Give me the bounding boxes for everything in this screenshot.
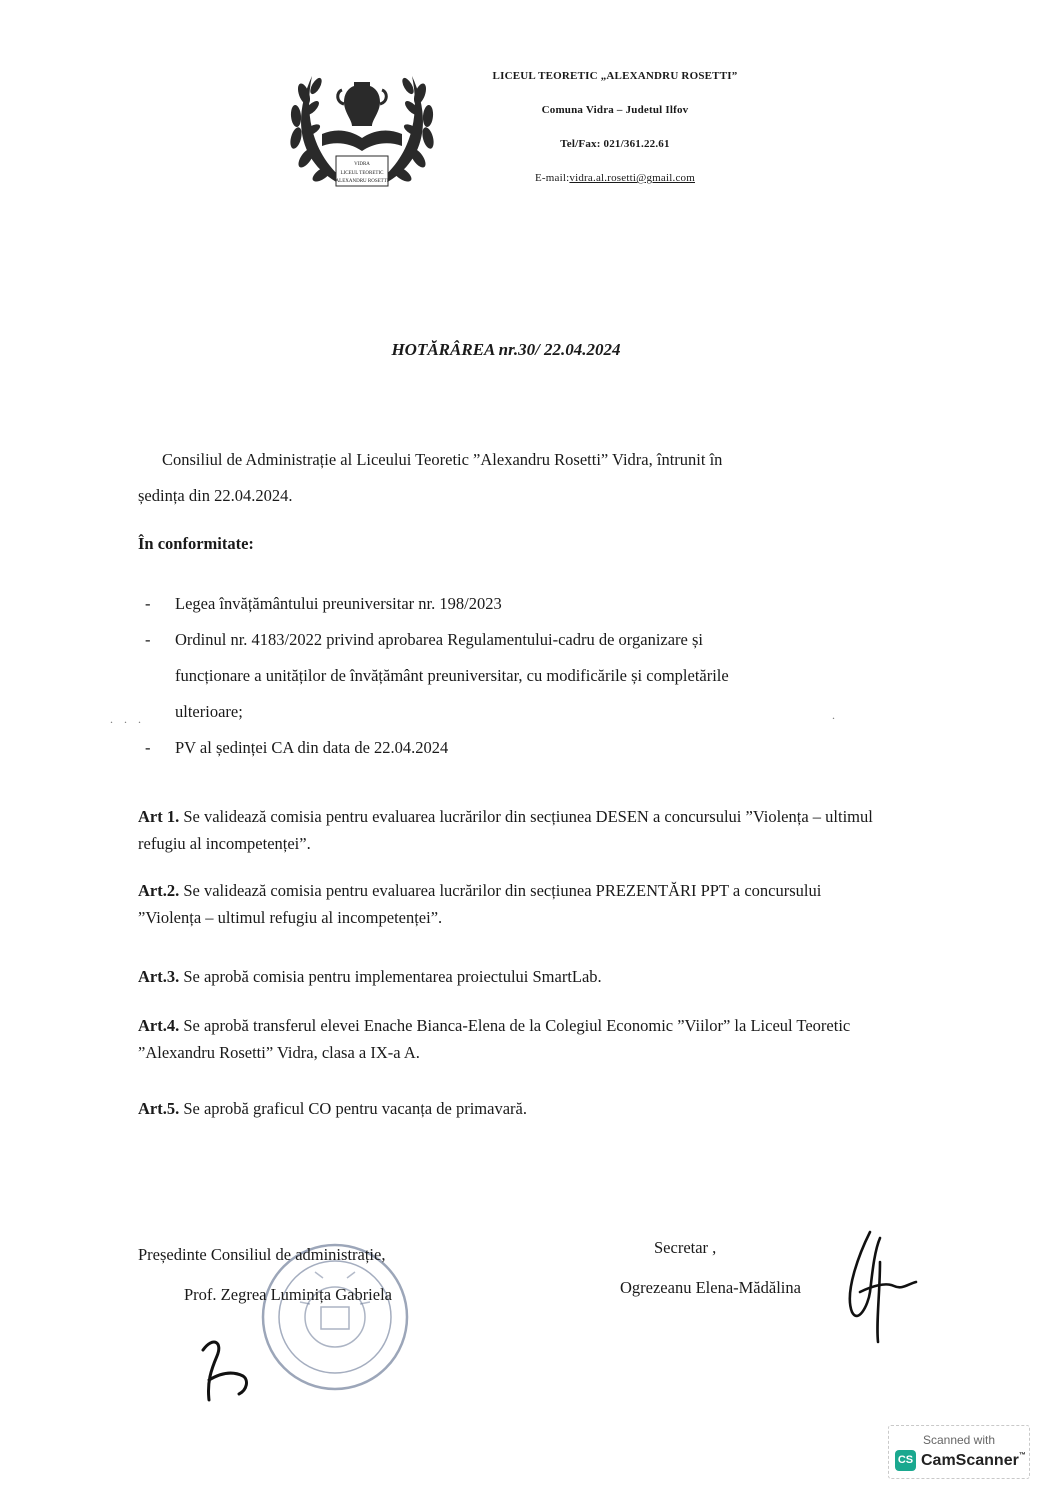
scanned-with-label: Scanned with: [922, 1433, 996, 1447]
scan-artifact: .: [832, 708, 835, 722]
list-item: [145, 730, 865, 766]
secretary-signature: [840, 1222, 920, 1347]
list-dash: -: [145, 594, 151, 613]
secretary-role: Secretar ,: [654, 1238, 717, 1257]
list-item-text: funcționare a unităților de învățământ preuniversitar, cu modificările și completările: [175, 666, 729, 685]
trademark-mark: ™: [1018, 1451, 1026, 1459]
president-role: Președinte Consiliul de administrație,: [138, 1245, 386, 1264]
email-label: E-mail:: [535, 172, 570, 184]
school-name: LICEUL TEORETIC „ALEXANDRU ROSETTI”: [492, 70, 738, 82]
camscanner-brand: [921, 1452, 1026, 1470]
president-signature: [195, 1320, 265, 1410]
logo-text-3: ALEXANDRU ROSETTI: [335, 179, 389, 184]
article-text: Se aprobă comisia pentru implementarea proiectului SmartLab.: [179, 967, 602, 986]
president-name: Prof. Zegrea Luminița Gabriela: [184, 1285, 392, 1304]
article-5: [138, 1095, 873, 1122]
intro-line-1: Consiliul de Administrație al Liceului Teoretic ”Alexandru Rosetti” Vidra, întrunit în: [162, 450, 723, 469]
logo-text-2: LICEUL TEORETIC: [340, 171, 384, 176]
school-email: [470, 168, 760, 202]
logo-text-1: VIDRA: [354, 162, 370, 167]
letterhead: [470, 66, 760, 202]
list-item-text: PV al ședinței CA din data de 22.04.2024: [175, 738, 449, 757]
article-label: Art.2.: [138, 881, 180, 900]
list-dash: -: [145, 630, 151, 649]
scan-artifact: . . .: [110, 712, 145, 726]
article-1: [138, 803, 873, 857]
list-item-text: ulterioare;: [175, 702, 243, 721]
school-logo: [282, 64, 442, 196]
intro-paragraph: [138, 442, 853, 514]
camscanner-icon: CS: [895, 1450, 916, 1471]
email-link[interactable]: vidra.al.rosetti@gmail.com: [569, 172, 695, 184]
article-text: Se validează comisia pentru evaluarea lucrărilor din secțiunea PREZENTĂRI PPT a concursului ”Violența – ultimul refugiu al incompetenței”.: [138, 881, 822, 927]
article-label: Art.4.: [138, 1016, 180, 1035]
article-label: Art.5.: [138, 1099, 180, 1118]
school-phone: Tel/Fax: 021/361.22.61: [560, 138, 670, 150]
article-text: Se aprobă transferul elevei Enache Bianca-Elena de la Colegiul Economic ”Viilor” la Liceul Teoretic ”Alexandru Rosetti” Vidra, clasa a IX-a A.: [138, 1016, 851, 1062]
conformity-heading: În conformitate:: [138, 534, 254, 553]
article-text: Se validează comisia pentru evaluarea lucrărilor din secțiunea DESEN a concursului ”Violența – ultimul refugiu al incompetenței”.: [138, 807, 873, 853]
article-3: [138, 963, 873, 990]
article-2: [138, 877, 873, 931]
intro-line-2: ședința din 22.04.2024.: [138, 486, 293, 505]
article-4: [138, 1012, 873, 1066]
school-location: Comuna Vidra – Judetul Ilfov: [541, 104, 689, 116]
camscanner-badge: [888, 1425, 1030, 1479]
list-item-text: Ordinul nr. 4183/2022 privind aprobarea Regulamentului-cadru de organizare și: [175, 630, 703, 649]
list-dash: -: [145, 738, 151, 757]
article-label: Art 1.: [138, 807, 180, 826]
list-item: [145, 586, 865, 622]
document-title: HOTĂRÂREA nr.30/ 22.04.2024: [391, 340, 621, 359]
list-item: [145, 622, 865, 730]
camscanner-brand-text: CamScanner: [921, 1451, 1019, 1469]
president-signature-block: [138, 1235, 468, 1315]
secretary-name: Ogrezeanu Elena-Mădălina: [620, 1278, 801, 1297]
legal-basis-list: [145, 586, 865, 766]
list-item-text: Legea învățământului preuniversitar nr. 198/2023: [175, 594, 502, 613]
article-text: Se aprobă graficul CO pentru vacanța de primavară.: [179, 1099, 527, 1118]
article-label: Art.3.: [138, 967, 180, 986]
